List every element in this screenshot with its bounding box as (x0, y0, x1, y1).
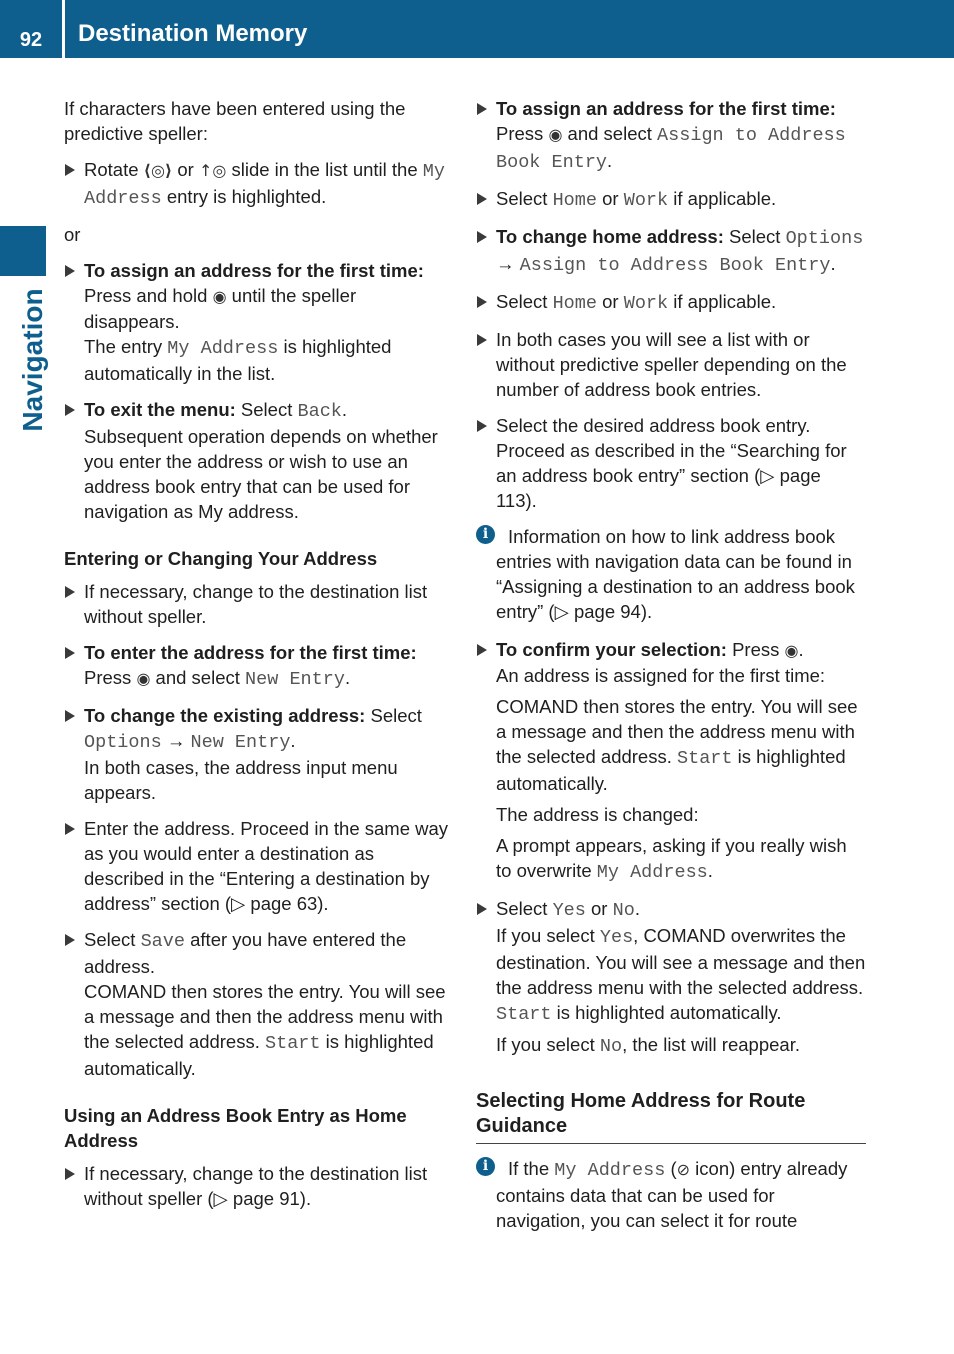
rotate-controller-icon: ⟨◎⟩ (143, 161, 173, 180)
info-note-link: i Information on how to link address book entries with navigation data can be found in “Assigning a destination to an address book entry” (▷ page 94). (476, 524, 866, 624)
step-assign-first: To assign an address for the first time: Press and hold ◉ until the speller disappears. The entry My Address is highlighted automatically in the list. (64, 258, 456, 386)
heading-route-guidance: Selecting Home Address for Route Guidance (476, 1089, 866, 1144)
heading-entering-address: Entering or Changing Your Address (64, 548, 378, 569)
page-number: 92 (19, 29, 43, 51)
heading-address-book: Using an Address Book Entry as Home Address (64, 1105, 407, 1151)
step-change-dest: If necessary, change to the destination list without speller. (64, 579, 456, 629)
page-title: Destination Memory (78, 20, 308, 47)
step-change-dest-2: If necessary, change to the destination list without speller (▷ page 91). (64, 1161, 456, 1211)
step-select-save: Select Save after you have entered the address. COMAND then stores the entry. You will see a message and then the address menu with the selected address. Start is highlighted automatically. (64, 927, 456, 1081)
intro-text: If characters have been entered using the predictive speller: (64, 98, 406, 144)
info-icon: i (476, 1157, 495, 1176)
press-controller-icon: ◉ (136, 669, 151, 688)
step-change-existing: To change the existing address: Select Options → New Entry. In both cases, the address input menu appears. (64, 703, 456, 805)
header-divider (62, 0, 65, 58)
step-assign-first-right: To assign an address for the first time: Press ◉ and select Assign to Address Book Entry. (476, 96, 866, 175)
no-entry-icon: ⊘ (676, 1160, 691, 1179)
side-tab-marker (0, 226, 46, 276)
right-column (476, 96, 866, 1246)
step-enter-first: To enter the address for the first time: Press ◉ and select New Entry. (64, 640, 456, 692)
left-column (64, 96, 456, 1222)
step-both-cases: In both cases you will see a list with or without predictive speller depending on the number of address book entries. (476, 327, 866, 402)
step-select-home-2: Select Home or Work if applicable. (476, 289, 866, 316)
step-exit-menu: To exit the menu: Select Back. Subsequent operation depends on whether you enter the address or wish to use an address book entry that can be used for navigation as My address. (64, 397, 456, 524)
page-header (0, 0, 954, 58)
step-select-yes-no: Select Yes or No. If you select Yes, COMAND overwrites the destination. You will see a message and then the address menu with the selected address. Start is highlighted automatically. If you select No, the list will reappear. (476, 896, 866, 1059)
side-tab-label: Navigation (17, 288, 48, 432)
slide-controller-icon: ↑◎ (198, 161, 227, 180)
press-controller-icon: ◉ (212, 287, 227, 306)
step-confirm-selection: To confirm your selection: Press ◉. An address is assigned for the first time: COMAND then stores the entry. You will see a message and then the address menu with the selected address. Start is highlighted automatically. The address is changed: A prompt appears, asking if you really wish to overwrite My Address. (476, 637, 866, 885)
info-note-my-address: i If the My Address (⊘ icon) entry already contains data that can be used for navigation, you can select it for route (476, 1156, 866, 1233)
step-select-desired: Select the desired address book entry. Proceed as described in the “Searching for an address book entry” section (▷ page 113). (476, 413, 866, 513)
press-controller-icon: ◉ (548, 125, 563, 144)
or-label: or (64, 224, 81, 245)
step-select-home-1: Select Home or Work if applicable. (476, 186, 866, 213)
info-icon: i (476, 525, 495, 544)
step-rotate: Rotate ⟨◎⟩ or ↑◎ slide in the list until the My Address entry is highlighted. (64, 157, 456, 211)
press-controller-icon: ◉ (784, 641, 799, 660)
step-enter-address: Enter the address. Proceed in the same way as you would enter a destination as described in the “Entering a destination by address” section (▷ page 63). (64, 816, 456, 916)
step-change-home: To change home address: Select Options → Assign to Address Book Entry. (476, 224, 866, 278)
